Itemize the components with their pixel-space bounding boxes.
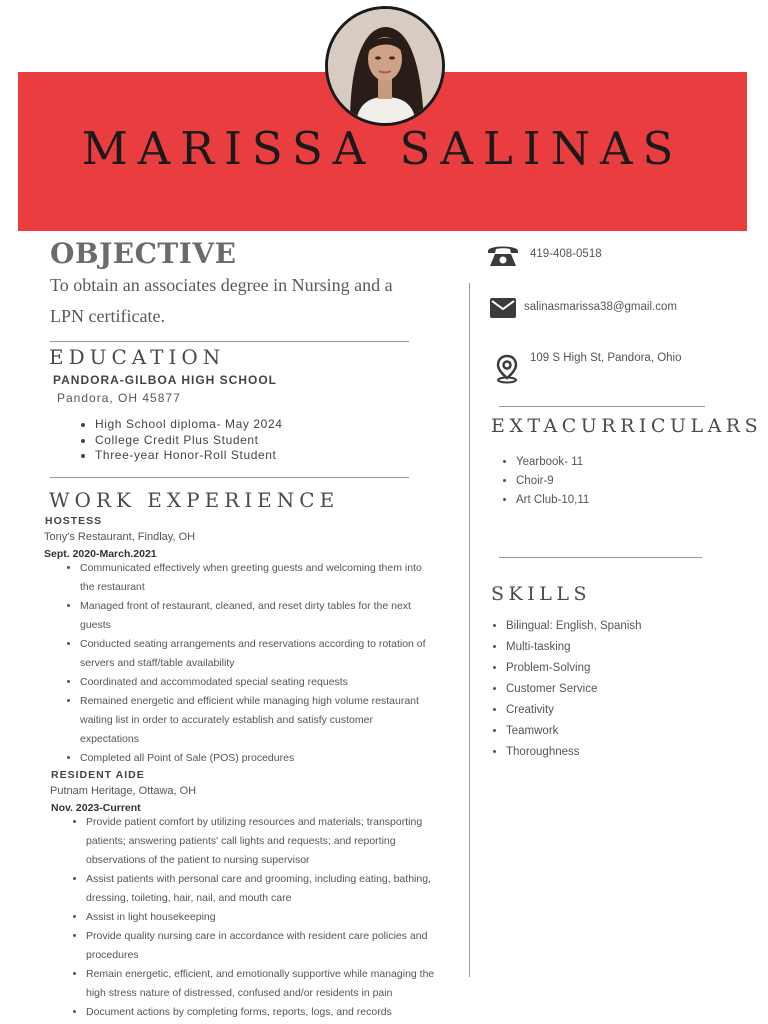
list-item: • Provide patient comfort by utilizing resources and materials; transporting patients; answering patients' call lights and requests; and reporting observations of the patient to nursing supervisor (86, 813, 435, 870)
list-item: • Creativity (506, 704, 642, 716)
job-dates: Sept. 2020-March.2021 (44, 548, 157, 560)
job-title: HOSTESS (45, 515, 103, 527)
envelope-icon (490, 298, 516, 323)
list-item: • Customer Service (506, 683, 642, 695)
list-item: • Assist patients with personal care and grooming, including eating, bathing, dressing, toileting, hair, nail, and mouth care (86, 870, 435, 908)
job-title: RESIDENT AIDE (51, 769, 145, 781)
objective-heading: OBJECTIVE (50, 237, 237, 270)
list-item: • Completed all Point of Sale (POS) procedures (80, 749, 429, 768)
list-item: • Multi-tasking (506, 641, 642, 653)
job-place: Putnam Heritage, Ottawa, OH (50, 785, 197, 797)
job-duties-list (64, 559, 429, 768)
list-item: • College Credit Plus Student (95, 433, 283, 449)
list-item: • Managed front of restaurant, cleaned, and reset dirty tables for the next guests (80, 597, 429, 635)
list-item: • Art Club-10,11 (516, 494, 589, 506)
list-item: • Teamwork (506, 725, 642, 737)
job-duties-list (70, 813, 435, 1022)
list-item: • Conducted seating arrangements and reservations according to rotation of servers and staff/table availability (80, 635, 429, 673)
job-place: Tony's Restaurant, Findlay, OH (44, 531, 196, 543)
location-pin-icon (495, 354, 519, 389)
list-item: • Yearbook- 11 (516, 456, 589, 468)
profile-photo (325, 6, 445, 126)
list-item: • Remained energetic and efficient while managing high volume restaurant waiting list in order to accurately establish and satisfy customer expectations (80, 692, 429, 749)
phone-icon (486, 242, 520, 273)
address: 109 S High St, Pandora, Ohio (530, 352, 682, 364)
skills-list (490, 620, 642, 767)
list-item: • Problem-Solving (506, 662, 642, 674)
divider (50, 477, 409, 478)
list-item: • Assist in light housekeeping (86, 908, 435, 927)
list-item: • Remain energetic, efficient, and emotionally supportive while managing the high stress nature of distressed, confused and/or residents in pain (86, 965, 435, 1003)
email-address: salinasmarissa38@gmail.com (524, 301, 677, 313)
phone-number: 419-408-0518 (530, 248, 602, 260)
education-heading: EDUCATION (49, 345, 226, 369)
extracurriculars-heading: EXTACURRICULARS (491, 415, 763, 437)
divider (499, 557, 702, 558)
list-item: • Provide quality nursing care in accordance with resident care policies and procedures (86, 927, 435, 965)
school-name: PANDORA-GILBOA HIGH SCHOOL (53, 373, 277, 387)
extracurriculars-list (500, 456, 589, 513)
job-dates: Nov. 2023-Current (51, 802, 141, 814)
list-item: • Communicated effectively when greeting guests and welcoming them into the restaurant (80, 559, 429, 597)
list-item: • Three-year Honor-Roll Student (95, 448, 283, 464)
list-item: • Document actions by completing forms, reports, logs, and records (86, 1003, 435, 1022)
divider (499, 406, 705, 407)
work-experience-heading: WORK EXPERIENCE (49, 488, 340, 512)
list-item: • Choir-9 (516, 475, 589, 487)
list-item: • Coordinated and accommodated special seating requests (80, 673, 429, 692)
list-item: • High School diploma- May 2024 (95, 417, 283, 433)
skills-heading: SKILLS (491, 583, 591, 605)
education-list (80, 417, 283, 464)
candidate-name: MARISSA SALINAS (81, 122, 684, 175)
list-item: • Thoroughness (506, 746, 642, 758)
school-location: Pandora, OH 45877 (57, 391, 181, 405)
objective-text: To obtain an associates degree in Nursing and a LPN certificate. (50, 275, 393, 326)
list-item: • Bilingual: English, Spanish (506, 620, 642, 632)
divider (50, 341, 409, 342)
column-divider (469, 283, 470, 977)
